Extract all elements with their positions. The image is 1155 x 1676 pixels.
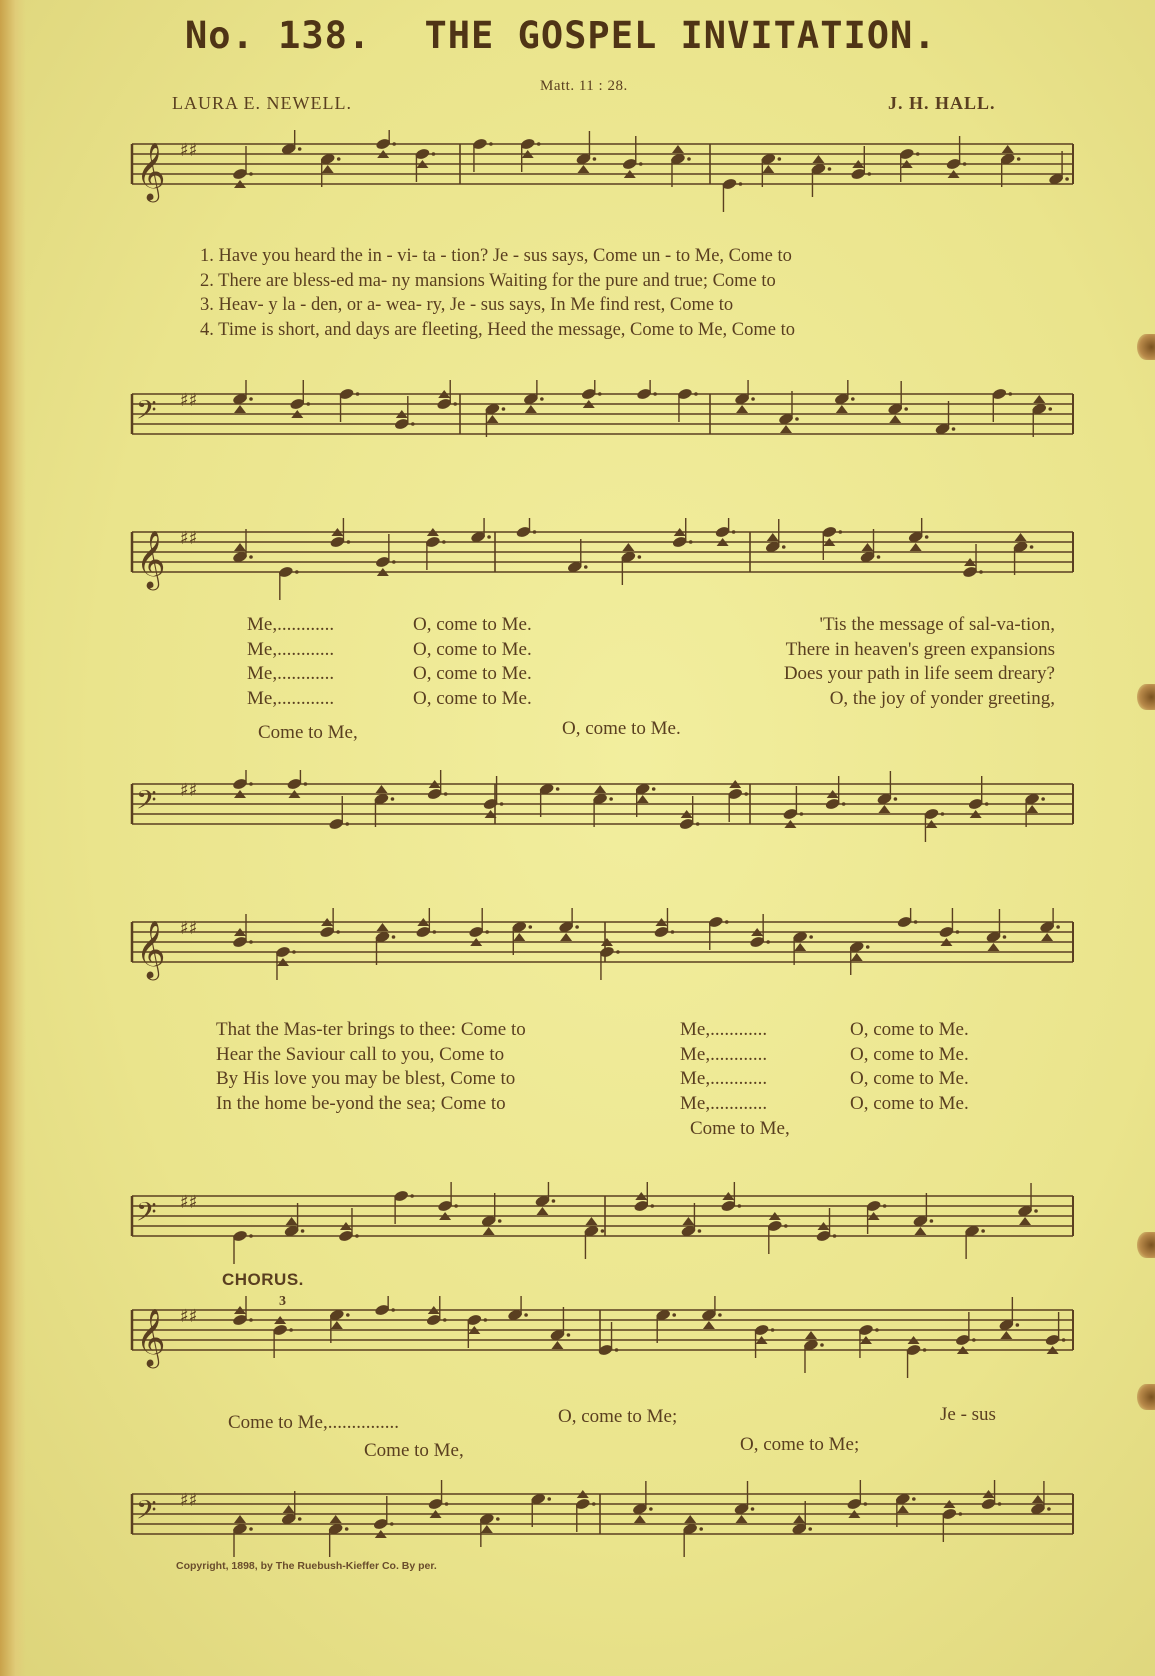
svg-text:♯♯: ♯♯	[180, 1490, 198, 1511]
chorus-lyric: O, come to Me;	[558, 1406, 678, 1427]
svg-text:𝄞: 𝄞	[136, 530, 166, 588]
binding-hole	[1137, 684, 1155, 710]
lyric-line: Me,............	[247, 663, 335, 684]
bass-staff-2	[130, 770, 1075, 852]
svg-text:♯♯: ♯♯	[180, 140, 198, 161]
lyric-line: O, come to Me.	[850, 1068, 969, 1089]
lyric-line: 'Tis the message of sal-va-tion,	[819, 614, 1055, 635]
treble-staff-1	[130, 130, 1075, 212]
verses-system-2-col1	[247, 613, 334, 711]
binding-hole	[1137, 1232, 1155, 1258]
svg-text:♯♯: ♯♯	[180, 918, 198, 939]
lyric-line: Hear the Saviour call to you, Come to	[216, 1043, 505, 1065]
verses-system-3-col2	[680, 1018, 767, 1116]
scripture-reference: Matt. 11 : 28.	[540, 78, 628, 94]
svg-text:♯♯: ♯♯	[180, 390, 198, 411]
bass-lyric: O, come to Me.	[562, 718, 681, 739]
bass-staff-3	[130, 1182, 1075, 1264]
hymn-title	[185, 14, 945, 57]
lyric-line: O, come to Me.	[850, 1043, 969, 1065]
lyric-line: There in heaven's green expansions	[785, 638, 1055, 660]
lyricist: LAURA E. NEWELL.	[172, 93, 352, 113]
bass-staff-4	[130, 1480, 1075, 1562]
lyric-line: By His love you may be blest, Come to	[216, 1068, 516, 1089]
bass-staff-1	[130, 380, 1075, 462]
verse-3-line: 3. Heav- y la - den, or a- wea- ry, Je - sus says, In Me find rest, Come to	[200, 295, 734, 315]
verse-4-line: 4. Time is short, and days are fleeting, Heed the message, Come to Me, Come to	[200, 319, 795, 340]
svg-text:♯♯: ♯♯	[180, 1306, 198, 1327]
svg-text:♯♯: ♯♯	[180, 1192, 198, 1213]
chorus-lyric: Je - sus	[940, 1404, 996, 1425]
copyright-notice: Copyright, 1898, by The Ruebush-Kieffer Co. By per.	[176, 1560, 437, 1572]
lyric-line: Me,............	[680, 1092, 768, 1114]
svg-text:𝄞: 𝄞	[136, 920, 166, 978]
svg-text:𝄞: 𝄞	[136, 142, 166, 200]
svg-text:𝄢: 𝄢	[136, 394, 157, 432]
treble-staff-2	[130, 518, 1075, 600]
lyric-line: O, come to Me.	[413, 614, 532, 635]
lyric-line: O, come to Me.	[413, 638, 532, 660]
lyric-line: That the Mas-ter brings to thee: Come to	[216, 1019, 526, 1040]
lyric-line: Me,............	[680, 1043, 768, 1065]
svg-text:♯♯: ♯♯	[180, 780, 198, 801]
binding-hole	[1137, 1384, 1155, 1410]
svg-text:𝄢: 𝄢	[136, 784, 157, 822]
hymn-number: No. 138.	[185, 14, 372, 57]
verses-system-3-col3	[850, 1018, 969, 1116]
verses-system-2-col2	[413, 613, 532, 711]
treble-staff-4	[130, 1296, 1075, 1378]
chorus-lyric: Come to Me,...............	[228, 1412, 399, 1433]
svg-text:𝄞: 𝄞	[136, 1308, 166, 1366]
chorus-bass-lyric: O, come to Me;	[740, 1434, 860, 1455]
lyric-line: In the home be-yond the sea; Come to	[216, 1092, 506, 1114]
bass-lyric: Come to Me,	[690, 1118, 790, 1139]
verse-2-line: 2. There are bless-ed ma- ny mansions Waiting for the pure and true; Come to	[200, 270, 776, 291]
lyric-line: O, come to Me.	[850, 1019, 969, 1040]
verse-1-line: 1. Have you heard the in - vi- ta - tion? Je - sus says, Come un - to Me, Come to	[200, 246, 792, 266]
lyric-line: O, come to Me.	[413, 663, 532, 684]
lyric-line: Me,............	[247, 638, 335, 660]
lyric-line: Me,............	[680, 1019, 768, 1040]
lyric-line: O, the joy of yonder greeting,	[829, 687, 1055, 709]
treble-staff-3	[130, 908, 1075, 990]
chorus-label: CHORUS.	[222, 1270, 304, 1289]
composer: J. H. HALL.	[888, 93, 996, 113]
bass-lyric: Come to Me,	[258, 722, 358, 743]
lyric-line: Me,............	[247, 614, 335, 635]
svg-text:♯♯: ♯♯	[180, 528, 198, 549]
binding-hole	[1137, 334, 1155, 360]
verses-system-2-col3	[690, 613, 1055, 711]
lyric-line: Me,............	[680, 1068, 768, 1089]
lyric-line: Me,............	[247, 687, 335, 709]
hymn-title-text: THE GOSPEL INVITATION.	[424, 14, 937, 57]
lyric-line: O, come to Me.	[413, 687, 532, 709]
svg-text:𝄢: 𝄢	[136, 1494, 157, 1532]
triplet-marker: 3	[279, 1294, 286, 1309]
svg-text:𝄢: 𝄢	[136, 1196, 157, 1234]
verses-system-1	[200, 244, 795, 342]
chorus-bass-lyric: Come to Me,	[364, 1440, 464, 1461]
lyric-line: O, come to Me.	[850, 1092, 969, 1114]
lyric-line: Does your path in life seem dreary?	[783, 663, 1055, 684]
verses-system-3-col1	[216, 1018, 526, 1116]
